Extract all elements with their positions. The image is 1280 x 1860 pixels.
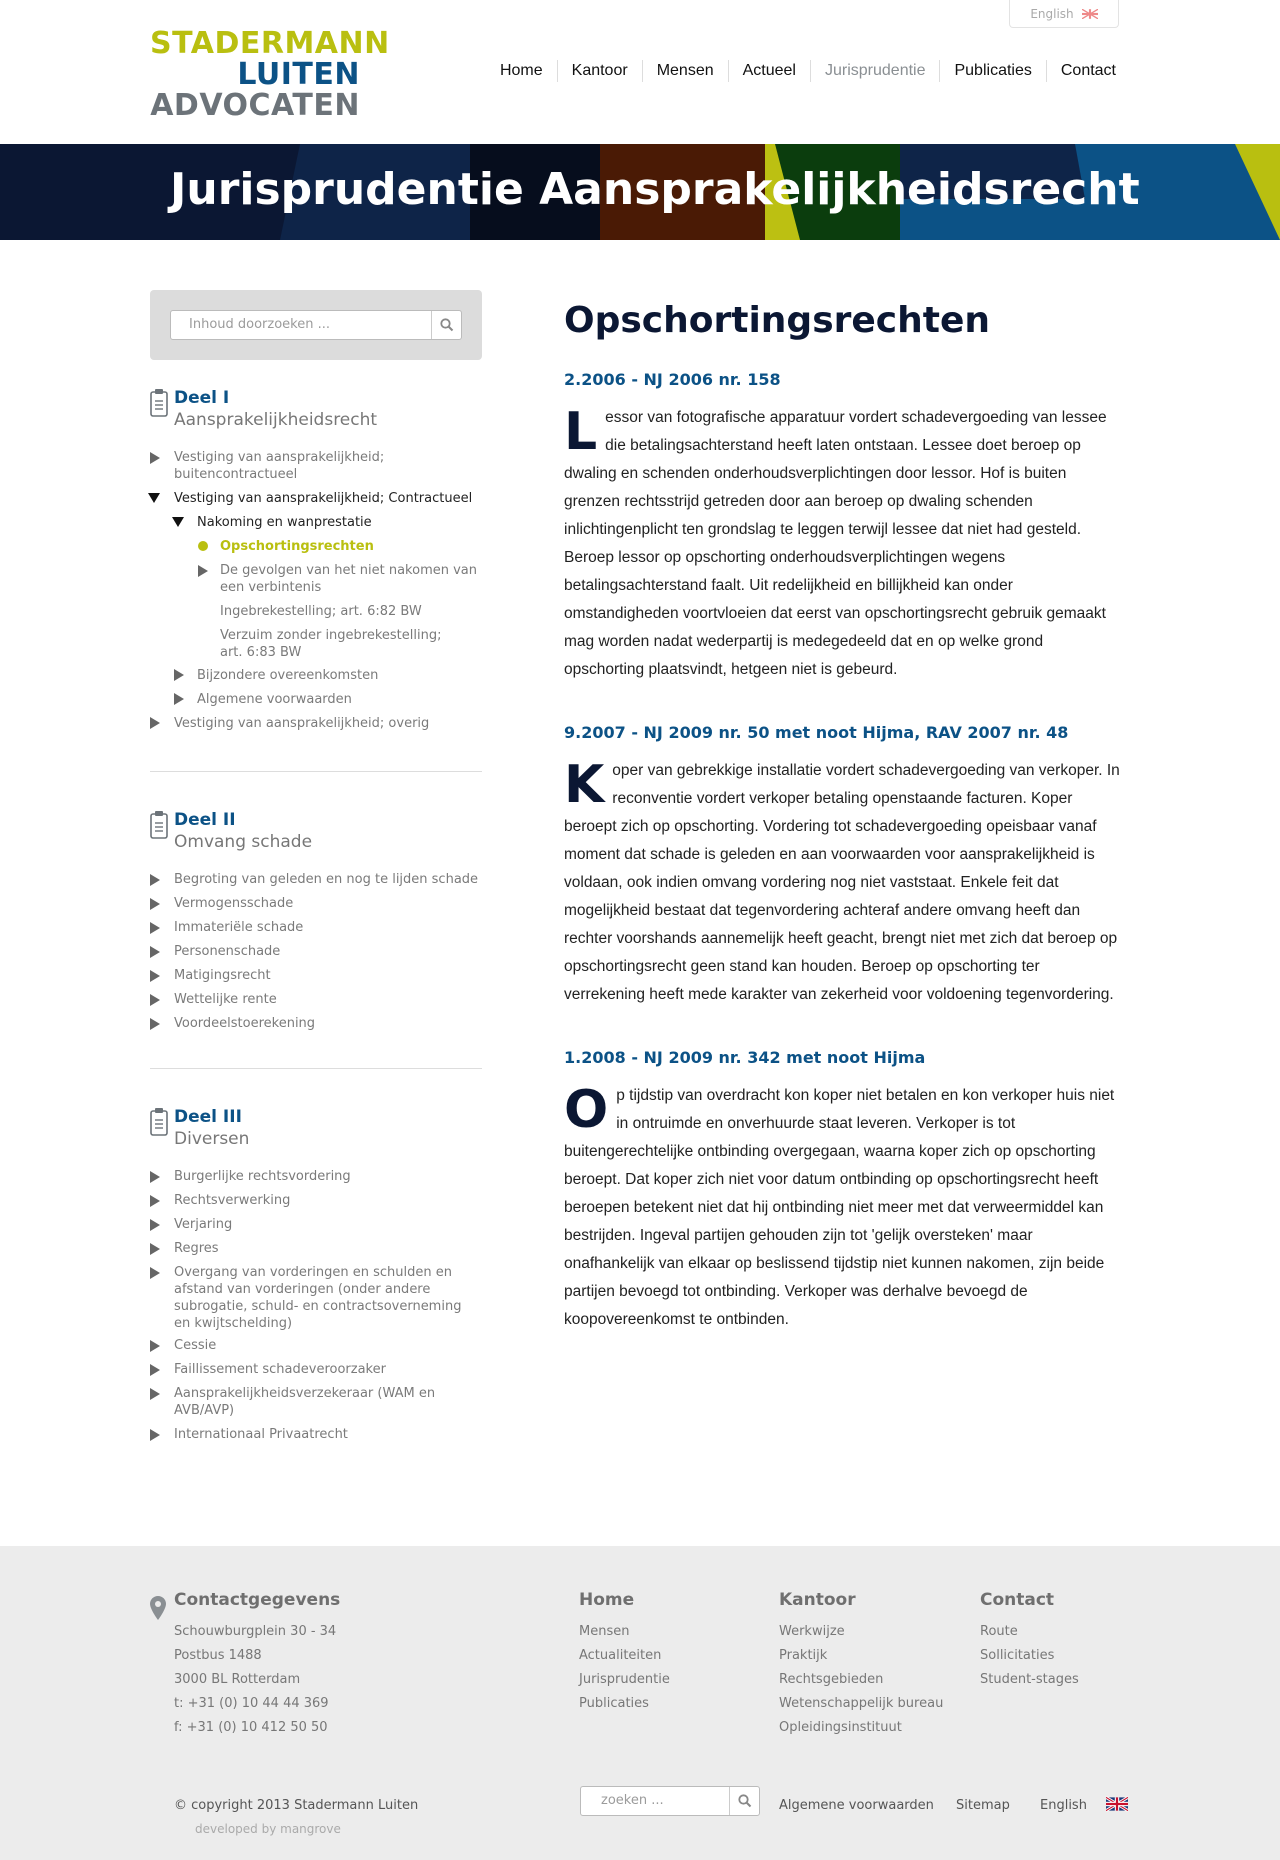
tree-item[interactable]: Aansprakelijkheidsverzekeraar (WAM en AVB/AVP) [174, 1386, 436, 1418]
tree-item-active[interactable]: Opschortingsrechten [220, 539, 374, 554]
uk-flag-icon[interactable] [1106, 1796, 1128, 1812]
clipboard-icon [150, 810, 168, 840]
nav-publicaties[interactable]: Publicaties [939, 60, 1045, 82]
clipboard-icon [150, 388, 168, 418]
footer-link[interactable]: Jurisprudentie [579, 1672, 670, 1687]
footer-link[interactable]: Wetenschappelijk bureau [779, 1696, 944, 1711]
sidebar-divider [150, 1068, 482, 1069]
footer-sitemap-link[interactable]: Sitemap [956, 1798, 1010, 1813]
footer-link[interactable]: Student-stages [980, 1672, 1079, 1687]
search-icon [738, 1794, 752, 1808]
language-label: English [1030, 6, 1074, 21]
expand-arrow-icon[interactable] [150, 1018, 160, 1030]
section-subtitle: Aansprakelijkheidsrecht [174, 410, 378, 430]
fax: f: +31 (0) 10 412 50 50 [174, 1720, 328, 1735]
page-banner-title: Jurisprudentie Aansprakelijkheidsrecht [170, 164, 1140, 215]
sidebar-divider [150, 771, 482, 772]
footer-link[interactable]: Praktijk [779, 1648, 828, 1663]
sidebar-section-deel-3 [150, 1107, 482, 1157]
footer-link[interactable]: Opleidingsinstituut [779, 1720, 902, 1735]
expand-arrow-icon[interactable] [150, 717, 160, 729]
tree-item[interactable]: Vestiging van aansprakelijkheid; buitencontractueel [174, 450, 385, 482]
expand-arrow-icon[interactable] [150, 994, 160, 1006]
case-text: p tijdstip van overdracht kon koper niet betalen en kon verkoper huis niet in ontruimde en onverhuurde staat leveren. Verkoper is tot buitengerechtelijke ontbinding overgegaan, waarna koper zich op opschorting beroept. Dat koper zich niet voor datum ontbinding op opschortingsrecht heeft beroepen betekent niet dat hij ontbinding niet meer met dat verweermiddel kan bestrijden. Ingeval partijen gehouden zijn tot 'gelijk oversteken' maar onafhankelijk van elkaar op beslissend tijdstip niet kunnen nakomen, zijn beide partijen bevoegd tot ontbinding. Verkoper was derhalve bevoegd de koopovereenkomst te ontbinden. [564, 1087, 1115, 1328]
footer-link[interactable]: Sollicitaties [980, 1648, 1055, 1663]
footer-english-link[interactable]: English [1040, 1798, 1087, 1813]
case-body [564, 1082, 1120, 1334]
expand-arrow-icon[interactable] [150, 922, 160, 934]
tree-item[interactable]: Matigingsrecht [174, 968, 271, 983]
footer-link[interactable]: Rechtsgebieden [779, 1672, 884, 1687]
expand-arrow-icon[interactable] [150, 1195, 160, 1207]
content-search-input[interactable] [170, 310, 462, 340]
collapse-arrow-icon[interactable] [148, 493, 160, 503]
case-body [564, 404, 1120, 684]
case-body [564, 757, 1120, 1009]
footer-terms-link[interactable]: Algemene voorwaarden [779, 1798, 934, 1813]
content-search-placeholder: Inhoud doorzoeken ... [189, 317, 331, 332]
tree-item[interactable]: Faillissement schadeveroorzaker [174, 1362, 386, 1377]
tree-item[interactable]: Ingebrekestelling; art. 6:82 BW [220, 604, 422, 619]
tree-item[interactable]: Algemene voorwaarden [197, 692, 352, 707]
site-footer [0, 1546, 1280, 1860]
footer-heading[interactable]: Contact [980, 1590, 1055, 1610]
expand-arrow-icon[interactable] [150, 898, 160, 910]
tree-item[interactable]: Nakoming en wanprestatie [197, 515, 372, 530]
expand-arrow-icon[interactable] [150, 874, 160, 886]
logo-line-2: LUITEN [237, 57, 360, 92]
footer-heading[interactable]: Home [579, 1590, 635, 1610]
footer-link[interactable]: Mensen [579, 1624, 630, 1639]
tree-item[interactable]: Vestiging van aansprakelijkheid; Contractueel [174, 491, 473, 506]
footer-search-placeholder: zoeken ... [601, 1793, 664, 1808]
tree-item[interactable]: Cessie [174, 1338, 217, 1353]
expand-arrow-icon[interactable] [150, 1340, 160, 1352]
footer-contact [174, 1590, 340, 1740]
tree-item[interactable]: Internationaal Privaatrecht [174, 1427, 348, 1442]
dropcap: O [564, 1080, 609, 1140]
footer-link[interactable]: Route [980, 1624, 1018, 1639]
search-icon [440, 318, 454, 332]
sidebar-search [150, 290, 482, 360]
tree-item[interactable]: Verjaring [174, 1217, 233, 1232]
case-text: essor van fotografische apparatuur vordert schadevergoeding van lessee die betalingsachterstand heeft laten ontstaan. Lessee doet beroep op dwaling en schenden onderhoudsverplichtingen door lessor. Hof is buiten grenzen rechtsstrijd getreden door aan beroep op dwaling schenden inlichtingenplicht ten grondslag te leggen terwijl lessee dat niet had gesteld. Beroep lessor op opschorting onderhoudsverplichtingen wegens betalingsachterstand faalt. Uit redelijkheid en billijkheid kan onder omstandigheden voortvloeien dat eerst van opschortingsrecht gebruik gemaakt mag worden nadat wederpartij is medegedeeld dat en op welke grond opschorting plaatsvindt, hetgeen niet is gebeurd. [564, 409, 1107, 678]
expand-arrow-icon[interactable] [150, 946, 160, 958]
page-banner [0, 144, 1280, 240]
nav-actueel[interactable]: Actueel [728, 60, 810, 82]
sidebar-section-deel-1 [150, 388, 482, 438]
expand-arrow-icon[interactable] [174, 693, 184, 705]
footer-link[interactable]: Actualiteiten [579, 1648, 662, 1663]
expand-arrow-icon[interactable] [174, 669, 184, 681]
expand-arrow-icon[interactable] [150, 1267, 160, 1279]
expand-arrow-icon[interactable] [150, 970, 160, 982]
expand-arrow-icon[interactable] [150, 1364, 160, 1376]
tree-item[interactable]: Verzuim zonder ingebrekestelling; art. 6:83 BW [220, 628, 442, 660]
tree-item[interactable]: Begroting van geleden en nog te lijden schade [174, 872, 479, 887]
tree-item[interactable]: Overgang van vorderingen en schulden en afstand van vorderingen (onder andere subrogatie, schuld- en contractsoverneming en kwijtschelding) [174, 1265, 462, 1331]
tree-item[interactable]: Vestiging van aansprakelijkheid; overig [174, 716, 430, 731]
tree-item[interactable]: Burgerlijke rechtsvordering [174, 1169, 351, 1184]
location-pin-icon [150, 1596, 166, 1620]
nav-jurisprudentie[interactable]: Jurisprudentie [810, 60, 940, 82]
footer-link[interactable]: Publicaties [579, 1696, 649, 1711]
uk-flag-icon [1082, 9, 1098, 19]
developer-credit[interactable]: developed by mangrove [195, 1822, 341, 1836]
section-title: Deel III [174, 1107, 242, 1127]
page-title: Opschortingsrechten [564, 300, 991, 341]
language-switch[interactable] [1009, 0, 1119, 28]
tree-item[interactable]: Personenschade [174, 944, 281, 959]
footer-heading[interactable]: Kantoor [779, 1590, 856, 1610]
tree-item[interactable]: De gevolgen van het niet nakomen van een verbintenis [220, 563, 478, 595]
expand-arrow-icon[interactable] [150, 1243, 160, 1255]
collapse-arrow-icon[interactable] [172, 517, 184, 527]
nav-kantoor[interactable]: Kantoor [557, 60, 642, 82]
nav-home[interactable]: Home [499, 62, 543, 79]
main-nav [486, 60, 1130, 82]
section-title: Deel II [174, 810, 236, 830]
tree-item[interactable]: Vermogensschade [174, 896, 294, 911]
dropcap: K [564, 755, 605, 815]
tree-item[interactable]: Regres [174, 1241, 219, 1256]
expand-arrow-icon[interactable] [150, 1388, 160, 1400]
case-title: 2.2006 - NJ 2006 nr. 158 [564, 370, 781, 389]
footer-search-button[interactable] [729, 1787, 759, 1815]
tree-item[interactable]: Immateriële schade [174, 920, 304, 935]
footer-col-contact [980, 1590, 1079, 1692]
expand-arrow-icon[interactable] [150, 1219, 160, 1231]
section-subtitle: Diversen [174, 1129, 250, 1149]
nav-contact[interactable]: Contact [1046, 60, 1130, 82]
expand-arrow-icon[interactable] [150, 1171, 160, 1183]
nav-mensen[interactable]: Mensen [642, 60, 728, 82]
expand-arrow-icon[interactable] [198, 565, 208, 577]
tree-item[interactable]: Bijzondere overeenkomsten [197, 668, 379, 683]
section-subtitle: Omvang schade [174, 832, 313, 852]
active-dot-icon [198, 541, 208, 551]
clipboard-icon [150, 1107, 168, 1137]
case-text: oper van gebrekkige installatie vordert schadevergoeding van verkoper. In reconventie vordert verkoper betaling openstaande facturen. Koper beroept zich op opschorting. Vordering tot schadevergoeding opeisbaar vanaf moment dat schade is geleden en aan voorwaarden voor aansprakelijkheid is voldaan, ook indien omvang vordering nog niet vaststaat. Enkele feit dat mogelijkheid bestaat dat tegenvordering achteraf andere omvang heeft dan rechter voorshands aannemelijk heeft geacht, brengt niet met zich dat beroep op opschortingsrecht geen stand kan houden. Beroep op opschorting ter verrekening heeft mede karakter van zekerheid voor voldoening tegenvordering. [564, 762, 1120, 1003]
footer-col-home [579, 1590, 670, 1716]
section-title: Deel I [174, 388, 230, 408]
case-title: 9.2007 - NJ 2009 nr. 50 met noot Hijma, RAV 2007 nr. 48 [564, 723, 1069, 742]
footer-search-input[interactable] [580, 1786, 760, 1816]
address-line: Postbus 1488 [174, 1648, 262, 1663]
dropcap: L [564, 402, 598, 462]
tree-item[interactable]: Voordeelstoerekening [174, 1016, 316, 1031]
address-line: 3000 BL Rotterdam [174, 1672, 301, 1687]
tree-item[interactable]: Wettelijke rente [174, 992, 277, 1007]
case-title: 1.2008 - NJ 2009 nr. 342 met noot Hijma [564, 1048, 926, 1067]
address-line: Schouwburgplein 30 - 34 [174, 1624, 337, 1639]
footer-heading: Contactgegevens [174, 1590, 341, 1610]
sidebar-section-deel-2 [150, 810, 482, 860]
site-logo[interactable] [150, 26, 390, 123]
logo-line-3: ADVOCATEN [150, 88, 360, 123]
phone: t: +31 (0) 10 44 44 369 [174, 1696, 329, 1711]
content-search-button[interactable] [431, 311, 461, 339]
site-header [0, 0, 1280, 144]
expand-arrow-icon[interactable] [150, 452, 160, 464]
tree-item[interactable]: Rechtsverwerking [174, 1193, 291, 1208]
copyright: © copyright 2013 Stadermann Luiten [174, 1798, 419, 1813]
footer-link[interactable]: Werkwijze [779, 1624, 845, 1639]
expand-arrow-icon[interactable] [150, 1429, 160, 1441]
logo-line-1: STADERMANN [150, 26, 390, 61]
footer-col-kantoor [779, 1590, 943, 1740]
